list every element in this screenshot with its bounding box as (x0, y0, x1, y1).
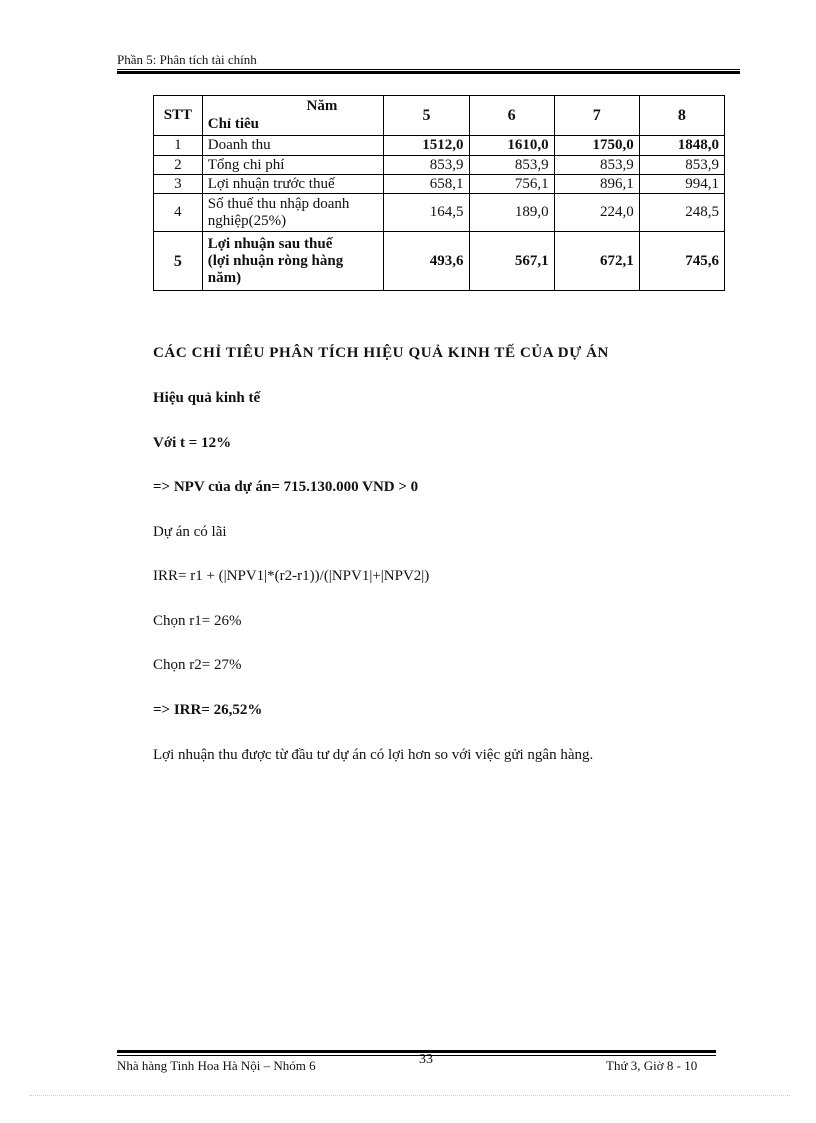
row-value: 224,0 (554, 194, 639, 232)
row-value: 672,1 (554, 232, 639, 291)
table-row (154, 232, 725, 291)
header-rule-thick (117, 71, 740, 74)
row-value: 896,1 (554, 175, 639, 194)
rate-line: Với t = 12% (153, 435, 232, 451)
row-value: 756,1 (469, 175, 554, 194)
row-stt: 1 (154, 136, 203, 156)
row-value: 658,1 (384, 175, 469, 194)
row-stt: 3 (154, 175, 203, 194)
row-value: 853,9 (469, 156, 554, 175)
row-value: 1750,0 (554, 136, 639, 156)
page-header-title: Phần 5: Phân tích tài chính (117, 52, 257, 67)
year-header: 7 (554, 96, 639, 136)
table-header-row (154, 96, 725, 136)
irr-formula: IRR= r1 + (|NPV1|*(r2-r1))/(|NPV1|+|NPV2|) (153, 568, 430, 584)
npv-line: => NPV của dự án= 715.130.000 VND > 0 (153, 479, 419, 495)
row-value: 853,9 (639, 156, 724, 175)
conclusion: Lợi nhuận thu được từ đầu tư dự án có lợi hơn so với việc gửi ngân hàng. (153, 747, 594, 763)
row-stt: 2 (154, 156, 203, 175)
row-label: Lợi nhuận trước thuế (202, 175, 384, 194)
header-rule (117, 69, 740, 70)
section-heading: CÁC CHỈ TIÊU PHÂN TÍCH HIỆU QUẢ KINH TẾ CỦA DỰ ÁN (153, 345, 609, 361)
irr-result: => IRR= 26,52% (153, 702, 263, 718)
row-label: Tổng chi phí (202, 156, 384, 175)
row-label: Doanh thu (202, 136, 384, 156)
row-label-line: (lợi nhuận ròng hàng (207, 252, 344, 269)
r1-line: Chọn r1= 26% (153, 613, 242, 629)
row-value: 1610,0 (469, 136, 554, 156)
table-row (154, 136, 725, 156)
footer-rule (117, 1055, 716, 1056)
financial-table (153, 95, 725, 291)
row-label (202, 232, 384, 291)
row-label (202, 194, 384, 232)
row-value: 994,1 (639, 175, 724, 194)
row-value: 1848,0 (639, 136, 724, 156)
row-value: 853,9 (384, 156, 469, 175)
page-number: 33 (419, 1052, 433, 1067)
year-label: Năm (306, 98, 338, 114)
row-stt: 5 (154, 232, 203, 291)
footer-rule-thick (117, 1050, 716, 1053)
row-value: 164,5 (384, 194, 469, 232)
footer-right-text: Thứ 3, Giờ 8 - 10 (606, 1058, 698, 1073)
row-label-line: nghiệp(25%) (207, 212, 287, 229)
stt-header: STT (154, 96, 203, 136)
year-header: 8 (639, 96, 724, 136)
year-header: 6 (469, 96, 554, 136)
table-row (154, 156, 725, 175)
row-label-line: Số thuế thu nhập doanh (207, 195, 350, 212)
table-row (154, 194, 725, 232)
table-row (154, 175, 725, 194)
subheading: Hiệu quả kinh tế (153, 390, 261, 406)
row-stt: 4 (154, 194, 203, 232)
row-value: 1512,0 (384, 136, 469, 156)
page-edge (30, 1095, 790, 1096)
row-value: 745,6 (639, 232, 724, 291)
row-label-line: Lợi nhuận sau thuế (207, 235, 333, 252)
row-value: 567,1 (469, 232, 554, 291)
row-value: 189,0 (469, 194, 554, 232)
profit-line: Dự án có lãi (153, 524, 227, 540)
row-value: 493,6 (384, 232, 469, 291)
row-value: 853,9 (554, 156, 639, 175)
year-header: 5 (384, 96, 469, 136)
row-label-line: năm) (207, 269, 242, 286)
footer-left-text: Nhà hàng Tinh Hoa Hà Nội – Nhóm 6 (117, 1058, 316, 1073)
r2-line: Chọn r2= 27% (153, 657, 242, 673)
metric-label: Chỉ tiêu (207, 116, 260, 132)
row-value: 248,5 (639, 194, 724, 232)
metric-year-header (202, 96, 384, 136)
